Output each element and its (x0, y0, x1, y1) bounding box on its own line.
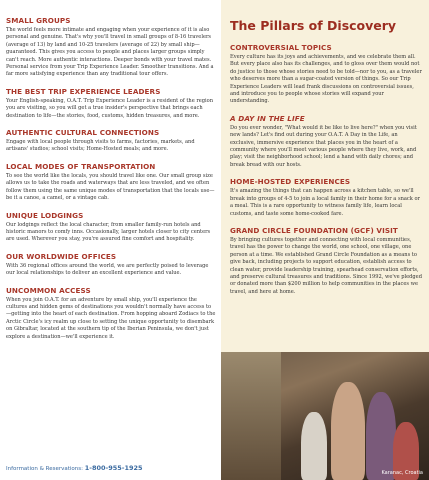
section-heading: HOME-HOSTED EXPERIENCES (230, 177, 351, 187)
section-body: When you join O.A.T. for an adventure by small ship, you'll experience the cultures and hidden gems of destinations you wouldn't normally have access to—getting into the heart of each destination. From hopping aboard Zodiacs to the Arctic Circle's icy realm up close to setting the unique opportunity to disembark on Gibraltar, located at the southern tip of the Iberian Peninsula, we don't just explore a destination—we'll experience it. (6, 296, 216, 340)
section-body: By bringing cultures together and connecting with local communities, travel has the power to change the world, one school, one village, one person at a time. We established Grand Circle Foundation as a means to give back, including projects to support education, establish access to clean water, provide leadership training, spearhead conservation efforts, and preserve cultural treasures and traditions. Since 1992, we've pledged or donated more than $200 million to help communities in the places we travel, and here at home. (230, 236, 422, 295)
section-body: With 36 regional offices around the world, we are perfectly poised to leverage our local relationships to deliver an excellent experience and value. (6, 262, 209, 277)
section-body: Our lodgings reflect the local character, from smaller family-run hotels and historic manors to comfy inns. Occasionally, larger hotels closer to city centers are used. Wherever you stay, you're assured fine comfort and hospitality. (6, 221, 211, 243)
footer (6, 464, 143, 472)
section-body: Engage with local people through visits to farms, factories, markets, and artisans' studios; school visits; Home-Hosted meals; and more. (6, 139, 195, 153)
section-heading: UNCOMMON ACCESS (6, 285, 91, 295)
section-heading: AUTHENTIC CULTURAL CONNECTIONS (6, 128, 160, 138)
section-heading: OUR WORLDWIDE OFFICES (6, 251, 117, 261)
section-heading: CONTROVERSIAL TOPICS (230, 43, 332, 52)
section-body: Every culture has its joys and achievements, and we celebrate them all. But every place also has its challenges, and to gloss over them would not do justice to those whose stories need to be told—nor to you, as a traveler who deserves more than a sugar-coated version of things. So our Trip Experience Leaders will lead frank discussions on controversial issues, and introduce you to people whose stories will expand your understanding. (230, 54, 422, 105)
section-offices (6, 252, 216, 278)
section-body: To see the world like the locals, you should travel like one. Our small group size allows us to take the roads and waterways that are less traveled, and we often follow them using the same unique modes of transportation that the locals use—be it a canoe, a camel, or a vintage cab. (6, 172, 215, 202)
travel-photo (221, 352, 429, 480)
section-day-in-life (230, 114, 422, 169)
section-home-hosted (230, 177, 422, 218)
section-body: It's amazing the things that can happen across a kitchen table, so we'll break into groups of 4-5 to join a local family in their home for a snack or a meal. This is a rare opportunity to witness family life, learn local customs, and taste some home-cooked fare. (230, 188, 420, 217)
section-trip-leaders (6, 87, 216, 120)
section-uncommon-access (6, 286, 216, 341)
footer-label: Information & Reservations: (6, 466, 83, 472)
phone-number[interactable]: 1-800-955-1925 (84, 464, 143, 472)
section-heading: SMALL GROUPS (6, 16, 71, 25)
section-cultural-connections (6, 128, 216, 154)
page-title: The Pillars of Discovery (230, 18, 397, 33)
section-heading: THE BEST TRIP EXPERIENCE LEADERS (6, 86, 161, 96)
section-transportation (6, 162, 216, 203)
section-heading: LOCAL MODES OF TRANSPORTATION (6, 161, 156, 171)
section-lodgings (6, 211, 216, 244)
section-body: Your English-speaking, O.A.T. Trip Experience Leader is a resident of the region you are visiting, so you will get a true insider's perspective that brings each destination to life—the stories, food, customs, hidden treasures, and more. (6, 97, 214, 119)
section-gcf-visit (230, 226, 422, 296)
left-column (6, 16, 216, 349)
section-body: The world feels more intimate and engaging when your experience of it is also personal and genuine. That's why you'll travel in small groups of 8-16 travelers (average of 13) by land and 10-25 travelers (average of 22) by small ship—guaranteed. This gives you access to people and places larger groups simply can't reach. More authentic interactions. Deeper bonds with your travel mates. Personal service from your Trip Experience Leader. Smoother transitions. And a far more satisfying experience than any traditional tour offers. (6, 27, 214, 78)
section-heading: UNIQUE LODGINGS (6, 210, 84, 220)
section-heading: A DAY IN THE LIFE (230, 113, 305, 123)
section-heading: GRAND CIRCLE FOUNDATION (GCF) VISIT (230, 225, 398, 235)
photo-caption: Karanac, Croatia (381, 470, 423, 476)
section-controversial-topics (230, 43, 422, 106)
section-small-groups (6, 16, 216, 79)
section-body: Do you ever wonder, "What would it be like to live here?" when you visit new lands? Let's find out during your O.A.T. A Day in the Life, an exclusive, immersive experience that places you in the heart of a community where you'll meet various people where they live, work, and play; visit the neighborhood school; lend a hand with daily chores; and break bread with our hosts. (230, 124, 417, 168)
